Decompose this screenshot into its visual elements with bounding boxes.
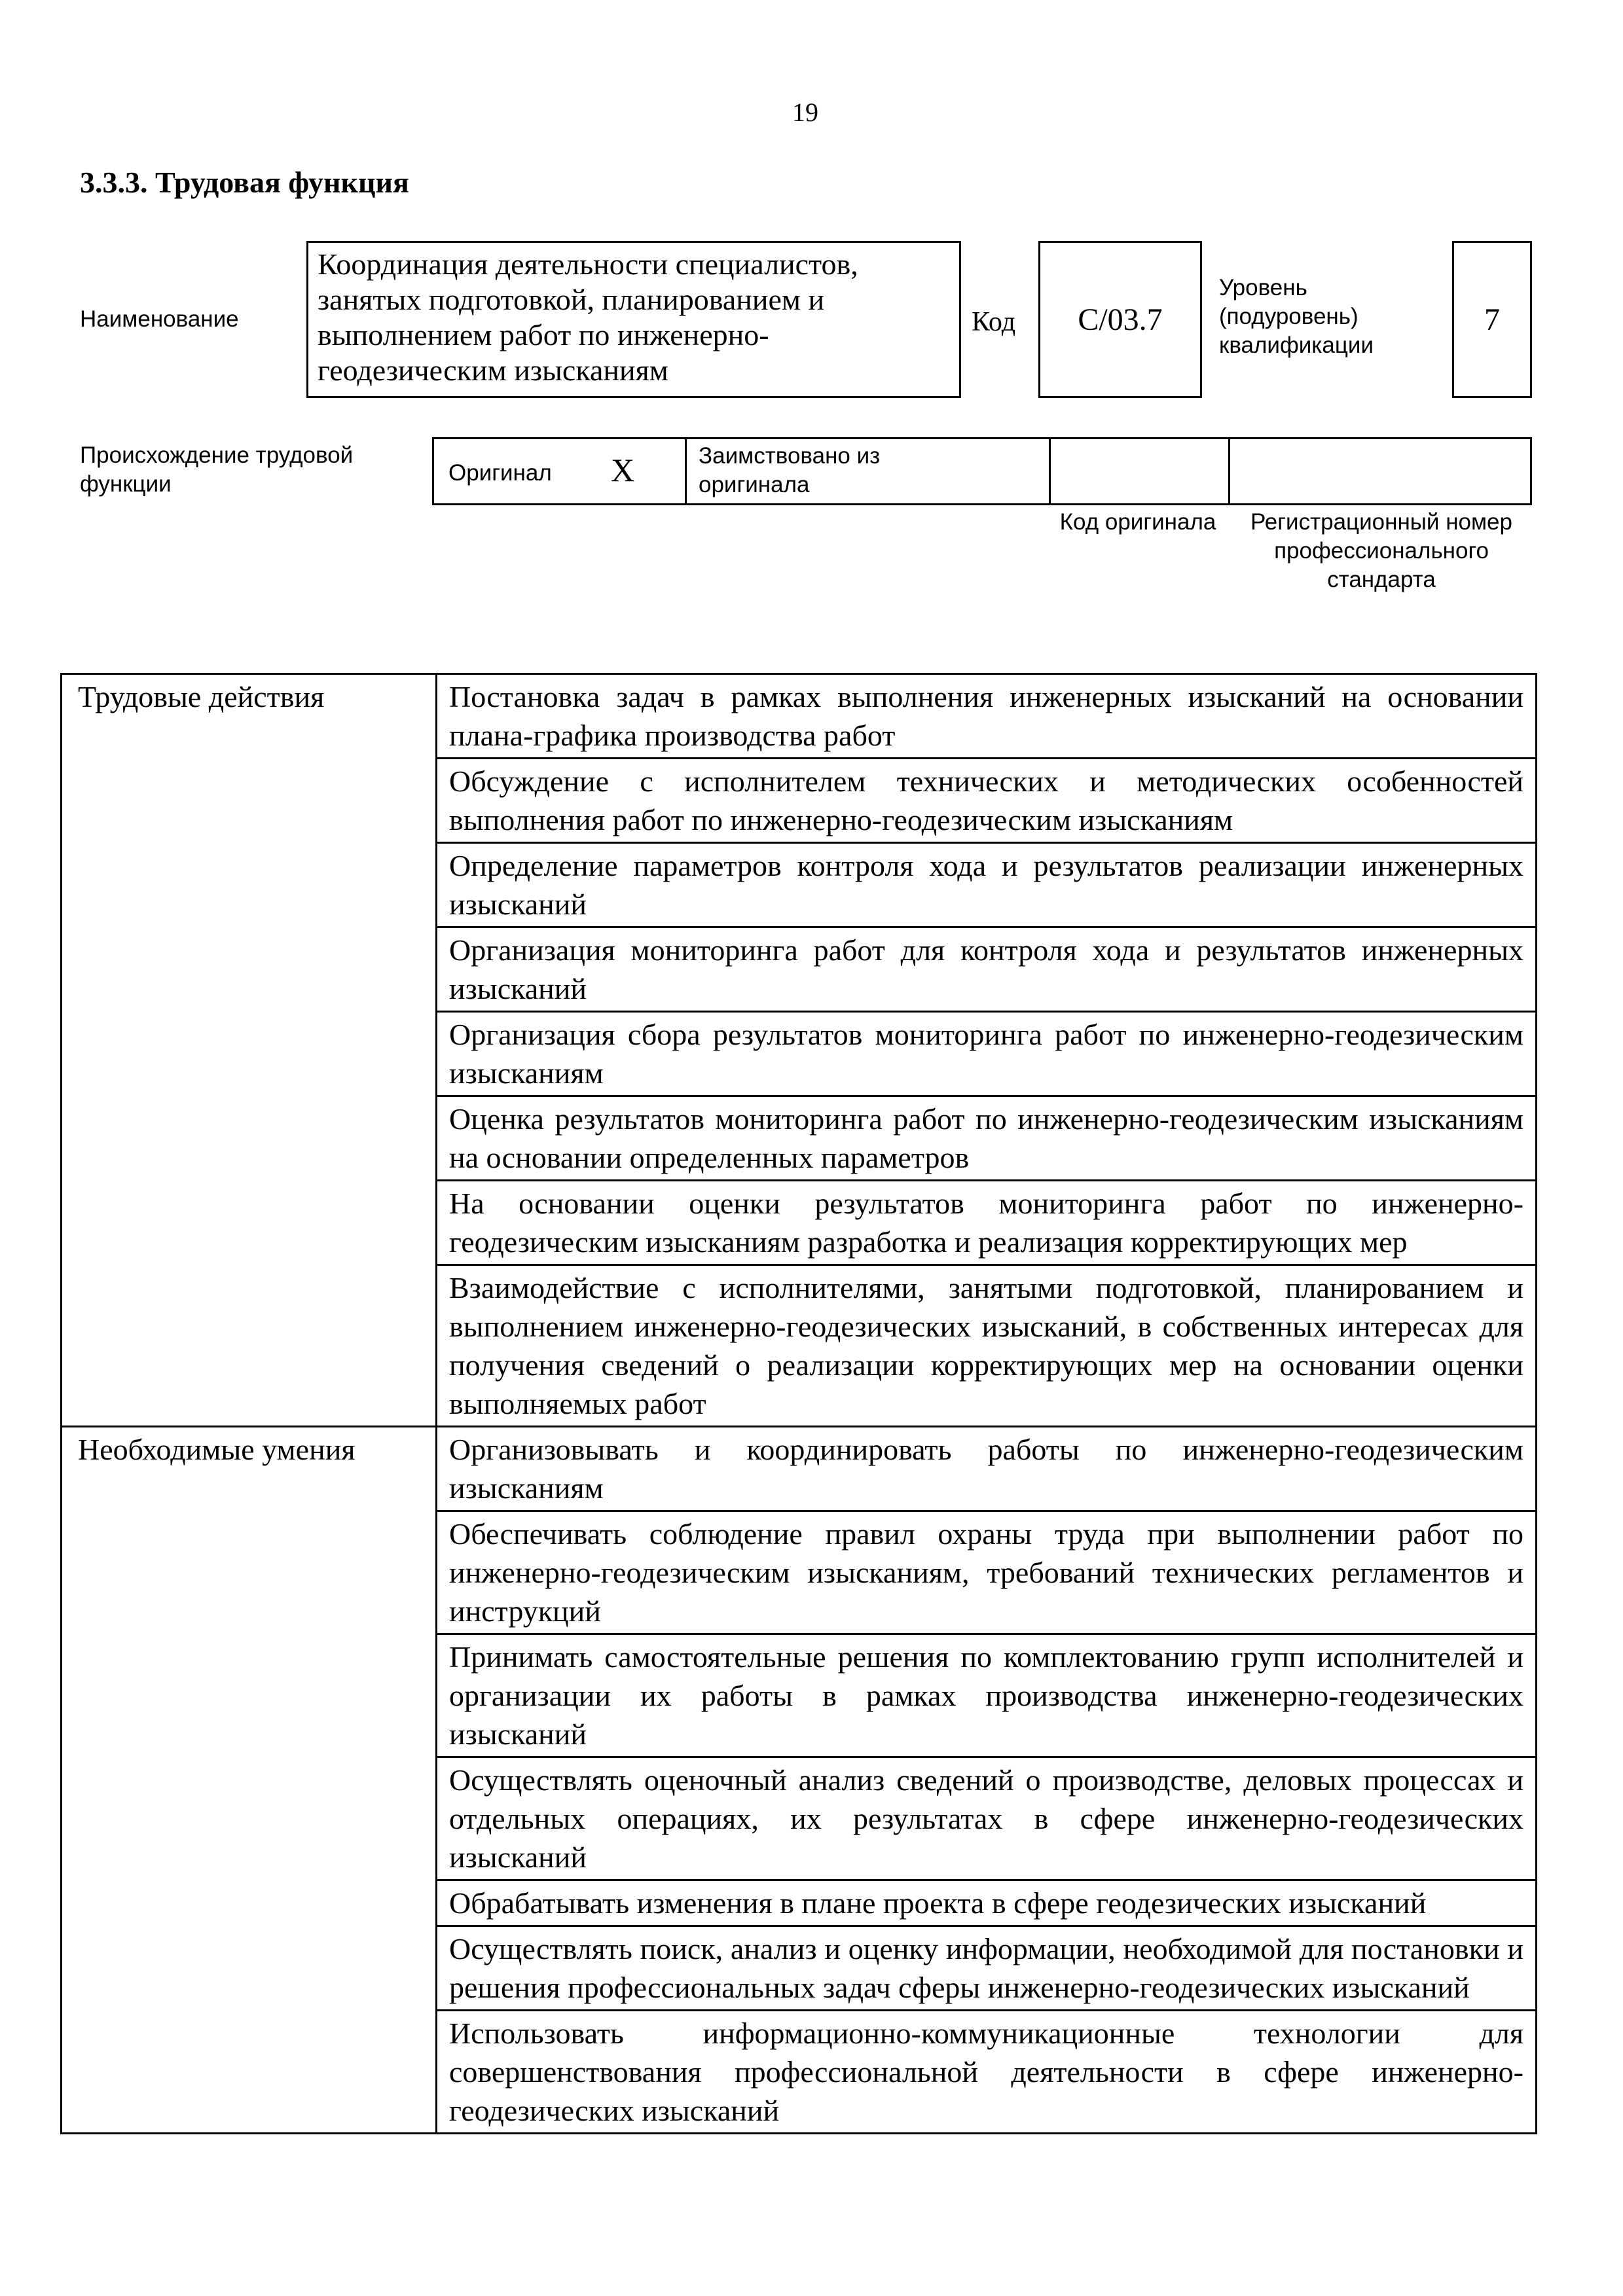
code-label: Код: [972, 307, 1016, 337]
function-name-box: Координация деятельности специалистов, занятых подготовкой, планированием и выполнением работ по инженерно-геодезическим изысканиям: [306, 241, 961, 398]
original-cell: [434, 439, 687, 503]
table-cell-item: Постановка задач в рамках выполнения инженерных изысканий на основании плана-графика производства работ: [437, 674, 1537, 759]
level-box: 7: [1452, 241, 1532, 398]
level-label: Уровень (подуровень) квалификации: [1219, 275, 1374, 358]
table-row: [62, 1427, 1537, 1511]
borrowed-label: Заимствовано из оригинала: [699, 443, 881, 497]
reg-number-cell: [1230, 439, 1530, 503]
reg-number-caption: Регистрационный номер профессионального стандарта: [1250, 509, 1512, 592]
table-cell-item: Принимать самостоятельные решения по комплектованию групп исполнителей и организации их работы в рамках производства инженерно-геодезических изысканий: [437, 1634, 1537, 1757]
original-code-caption: Код оригинала: [1059, 509, 1216, 535]
table-row: [62, 674, 1537, 759]
code-box: C/03.7: [1038, 241, 1202, 398]
section-title-cell: Необходимые умения: [62, 1427, 437, 2134]
borrowed-cell: [687, 439, 1051, 503]
origin-label: Происхождение трудовой функции: [80, 442, 354, 497]
table-cell-item: На основании оценки результатов мониторинга работ по инженерно-геодезическим изысканиям разработка и реализация корректирующих мер: [437, 1181, 1537, 1265]
table-cell-item: Организация сбора результатов мониторинга работ по инженерно-геодезическим изысканиям: [437, 1012, 1537, 1096]
section-title: 3.3.3. Трудовая функция: [80, 166, 409, 199]
original-code-cell: [1051, 439, 1230, 503]
original-label: Оригинал: [448, 460, 552, 486]
table-cell-item: Оценка результатов мониторинга работ по инженерно-геодезическим изысканиям на основании определенных параметров: [437, 1096, 1537, 1181]
labor-function-table: [60, 673, 1537, 2134]
origin-table: [432, 437, 1532, 505]
name-label: Наименование: [80, 306, 239, 332]
table-cell-item: Организовывать и координировать работы по инженерно-геодезическим изысканиям: [437, 1427, 1537, 1511]
table-cell-item: Обсуждение с исполнителем технических и методических особенностей выполнения работ по инженерно-геодезическим изысканиям: [437, 759, 1537, 843]
table-cell-item: Определение параметров контроля хода и результатов реализации инженерных изысканий: [437, 843, 1537, 927]
table-cell-item: Взаимодействие с исполнителями, занятыми подготовкой, планированием и выполнением инженерно-геодезических изысканий, в собственных интересах для получения сведений о реализации корректирующих мер на основании оценки выполняемых работ: [437, 1265, 1537, 1427]
original-mark: X: [611, 452, 635, 488]
table-cell-item: Организация мониторинга работ для контроля хода и результатов инженерных изысканий: [437, 927, 1537, 1012]
table-cell-item: Осуществлять оценочный анализ сведений о производстве, деловых процессах и отдельных операциях, их результатах в сфере инженерно-геодезических изысканий: [437, 1757, 1537, 1880]
table-cell-item: Обрабатывать изменения в плане проекта в сфере геодезических изысканий: [437, 1880, 1537, 1926]
table-cell-item: Обеспечивать соблюдение правил охраны труда при выполнении работ по инженерно-геодезическим изысканиям, требований технических регламентов и инструкций: [437, 1511, 1537, 1634]
page-number: 19: [792, 98, 818, 127]
table-cell-item: Использовать информационно-коммуникационные технологии для совершенствования профессиональной деятельности в сфере инженерно-геодезических изысканий: [437, 2011, 1537, 2134]
section-title-cell: Трудовые действия: [62, 674, 437, 1427]
table-cell-item: Осуществлять поиск, анализ и оценку информации, необходимой для постановки и решения профессиональных задач сферы инженерно-геодезических изысканий: [437, 1926, 1537, 2011]
